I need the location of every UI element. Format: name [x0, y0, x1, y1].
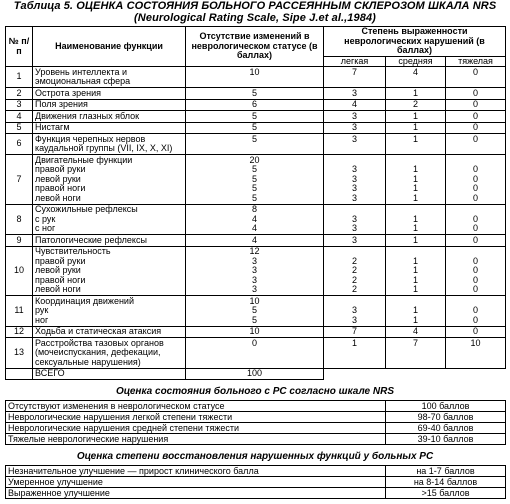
severe-score-line: 0	[473, 223, 479, 233]
severe-score-line: 0	[473, 87, 479, 98]
function-name-line: правой руки	[35, 164, 86, 174]
mild-score	[324, 246, 386, 296]
header-function: Наименование функции	[33, 27, 186, 67]
total-num-cell	[6, 368, 33, 379]
function-name	[33, 134, 186, 155]
mild-score	[324, 122, 386, 134]
function-name	[33, 122, 186, 134]
absence-score-line: 5	[251, 164, 257, 174]
recovery-value: >15 баллов	[386, 487, 506, 498]
total-empty-cell	[324, 368, 386, 379]
table-row	[6, 134, 506, 155]
severe-score-line: 0	[473, 192, 479, 203]
absence-score-line: 5	[251, 183, 257, 193]
table-row	[6, 326, 506, 338]
moderate-score	[386, 296, 446, 327]
mild-score	[324, 111, 386, 123]
severe-score-line: 0	[473, 305, 479, 315]
interpretation-label: Тяжелые неврологические нарушения	[6, 433, 386, 444]
mild-score-line: 1	[351, 337, 357, 348]
mild-score-line: 3	[351, 314, 357, 325]
nrs-interpretation-body	[6, 400, 506, 444]
recovery-row	[6, 487, 506, 498]
row-number: 7	[6, 155, 33, 205]
row-number: 8	[6, 204, 33, 235]
severe-score	[446, 246, 506, 296]
severe-score-line: 0	[473, 274, 479, 285]
moderate-score-line: 1	[412, 192, 418, 203]
row-number: 4	[6, 111, 33, 123]
table-row	[6, 235, 506, 247]
nrs-table-body	[6, 67, 506, 369]
interpretation-label: Неврологические нарушения средней степени тяжести	[6, 422, 386, 433]
mild-score	[324, 67, 386, 88]
recovery-body	[6, 465, 506, 498]
function-name	[33, 88, 186, 100]
mild-score-line: 3	[351, 305, 357, 315]
absence-score-line: 10	[249, 66, 260, 77]
mild-score	[324, 204, 386, 235]
absence-score	[186, 246, 324, 296]
recovery-table	[5, 465, 506, 499]
moderate-score-line: 1	[412, 284, 418, 294]
severe-score-line: 0	[473, 173, 479, 184]
absence-score-line: 5	[251, 192, 257, 203]
severe-score-line: 0	[473, 326, 479, 336]
nrs-table	[5, 26, 506, 380]
function-name-line: сексуальные нарушения)	[35, 356, 141, 367]
function-name-line: правой ноги	[35, 183, 86, 193]
severe-score	[446, 88, 506, 100]
recovery-value: на 8-14 баллов	[386, 476, 506, 487]
severe-score	[446, 326, 506, 338]
interpretation-value: 39-10 баллов	[386, 433, 506, 444]
absence-score-line: 5	[251, 122, 257, 132]
row-number: 10	[6, 246, 33, 296]
severe-score	[446, 155, 506, 205]
mild-score-line: 3	[351, 213, 357, 224]
row-number: 3	[6, 99, 33, 111]
row-number: 6	[6, 134, 33, 155]
recovery-label: Выраженное улучшение	[6, 487, 386, 498]
interpretation-row	[6, 433, 506, 444]
header-severity: Степень выраженности неврологических нарушений (в баллах)	[324, 27, 506, 57]
moderate-score-line: 1	[412, 213, 418, 224]
function-name-line: Уровень интеллекта и	[35, 66, 127, 77]
severe-score-line: 0	[473, 213, 479, 224]
total-empty-cell	[386, 368, 446, 379]
moderate-score	[386, 99, 446, 111]
mild-score	[324, 134, 386, 155]
function-name-line: Нистагм	[35, 122, 70, 132]
function-name	[33, 155, 186, 205]
mild-score-line: 3	[351, 173, 357, 184]
mild-score-line: 7	[351, 326, 357, 336]
mild-score-line: 3	[351, 164, 357, 174]
absence-score	[186, 296, 324, 327]
moderate-score-line: 1	[412, 173, 418, 184]
function-name-line: (мочеиспускания, дефекации,	[35, 347, 161, 357]
function-name-line: Поля зрения	[35, 99, 88, 109]
total-empty-cell	[446, 368, 506, 379]
interpretation-row	[6, 422, 506, 433]
mild-score	[324, 296, 386, 327]
function-name-line: Координация движений	[35, 295, 134, 306]
moderate-score-line: 1	[412, 274, 418, 285]
severe-score	[446, 296, 506, 327]
mild-score-line: 2	[351, 274, 357, 285]
mild-score-line: 3	[351, 122, 357, 132]
absence-score-line: 8	[251, 204, 257, 214]
row-number: 5	[6, 122, 33, 134]
title-line-1: Таблица 5. ОЦЕНКА СОСТОЯНИЯ БОЛЬНОГО РАССЕЯННЫМ СКЛЕРОЗОМ ШКАЛА NRS	[13, 0, 497, 12]
severe-score-line: 0	[473, 284, 479, 294]
absence-score-line: 4	[251, 234, 257, 245]
absence-score	[186, 134, 324, 155]
interpretation-label: Отсутствуют изменения в неврологическом статусе	[6, 400, 386, 411]
row-number: 1	[6, 67, 33, 88]
interpretation-label: Неврологические нарушения легкой степени тяжести	[6, 411, 386, 422]
severe-score-line: 0	[473, 314, 479, 325]
mild-score-line: 3	[351, 87, 357, 98]
row-number: 11	[6, 296, 33, 327]
mild-score-line: 7	[351, 66, 357, 77]
function-name-line: левой ноги	[35, 284, 81, 294]
function-name-line: левой руки	[35, 173, 81, 184]
row-number: 13	[6, 338, 33, 369]
absence-score-line: 5	[251, 305, 257, 315]
absence-score-line: 12	[249, 246, 260, 256]
function-name-line: каудальной группы (VII, IX, X, XI)	[35, 143, 173, 153]
moderate-score-line: 1	[412, 314, 418, 325]
function-name-line: Расстройства тазовых органов	[35, 337, 164, 348]
mild-score-line: 4	[351, 99, 357, 109]
table-title	[5, 0, 505, 24]
moderate-score-line: 1	[412, 87, 418, 98]
function-name-line: левой руки	[35, 265, 81, 275]
table-row	[6, 122, 506, 134]
section3-title: Оценка степени восстановления нарушенных функций у больных РС	[76, 450, 434, 462]
absence-score-line: 5	[251, 110, 257, 121]
total-label: ВСЕГО	[33, 368, 186, 379]
function-name	[33, 338, 186, 369]
severe-score-line: 0	[473, 122, 479, 132]
absence-score	[186, 155, 324, 205]
moderate-score	[386, 155, 446, 205]
nrs-interpretation-table	[5, 400, 506, 445]
moderate-score	[386, 67, 446, 88]
mild-score-line: 3	[351, 110, 357, 121]
interpretation-value: 69-40 баллов	[386, 422, 506, 433]
absence-score	[186, 88, 324, 100]
function-name-line: Функция черепных нервов	[35, 133, 146, 144]
function-name	[33, 326, 186, 338]
function-name-line: Патологические рефлексы	[35, 234, 147, 245]
recovery-value: на 1-7 баллов	[386, 465, 506, 476]
title-line-2: (Neurological Rating Scale, Sipe J.et al.,1984)	[134, 12, 376, 24]
absence-score-line: 10	[249, 326, 260, 336]
absence-score-line: 3	[251, 265, 257, 275]
mild-score-line: 3	[351, 183, 357, 193]
absence-score	[186, 326, 324, 338]
function-name	[33, 99, 186, 111]
table-row	[6, 67, 506, 88]
severe-score	[446, 122, 506, 134]
severe-score-line: 0	[473, 110, 479, 121]
function-name	[33, 246, 186, 296]
header-absence: Отсутствие изменений в неврологическом статусе (в баллах)	[186, 27, 324, 67]
moderate-score-line: 1	[412, 164, 418, 174]
absence-score-line: 3	[251, 284, 257, 294]
header-mild: легкая	[324, 56, 386, 67]
moderate-score-line: 1	[412, 110, 418, 121]
function-name	[33, 67, 186, 88]
severe-score-line: 0	[473, 164, 479, 174]
function-name	[33, 111, 186, 123]
absence-score	[186, 204, 324, 235]
moderate-score-line: 1	[412, 255, 418, 266]
absence-score	[186, 235, 324, 247]
mild-score-line: 2	[351, 284, 357, 294]
severe-score	[446, 111, 506, 123]
absence-score	[186, 122, 324, 134]
severe-score-line: 0	[473, 255, 479, 266]
severe-score	[446, 99, 506, 111]
absence-score-line: 0	[251, 337, 257, 348]
absence-score-line: 3	[251, 255, 257, 266]
moderate-score-line: 1	[412, 122, 418, 132]
absence-score	[186, 338, 324, 369]
moderate-score-line: 7	[412, 337, 418, 348]
severe-score	[446, 67, 506, 88]
severe-score	[446, 338, 506, 369]
severe-score-line: 0	[473, 99, 479, 109]
absence-score-line: 5	[251, 314, 257, 325]
moderate-score-line: 1	[412, 223, 418, 233]
recovery-label: Умеренное улучшение	[6, 476, 386, 487]
recovery-label: Незначительное улучшение — прирост клинического балла	[6, 465, 386, 476]
moderate-score	[386, 88, 446, 100]
table-row	[6, 111, 506, 123]
moderate-score	[386, 326, 446, 338]
moderate-score-line: 1	[412, 133, 418, 144]
moderate-score-line: 1	[412, 234, 418, 245]
function-name	[33, 296, 186, 327]
severe-score-line: 0	[473, 133, 479, 144]
severe-score-line: 0	[473, 234, 479, 245]
moderate-score-line: 1	[412, 265, 418, 275]
absence-score-line: 5	[251, 87, 257, 98]
interpretation-row	[6, 411, 506, 422]
function-name-line: Движения глазных яблок	[35, 110, 140, 121]
mild-score	[324, 88, 386, 100]
mild-score-line: 2	[351, 265, 357, 275]
absence-score-line: 20	[249, 154, 260, 165]
severe-score	[446, 204, 506, 235]
absence-score-line: 4	[251, 223, 257, 233]
header-severe: тяжелая	[446, 56, 506, 67]
row-number: 9	[6, 235, 33, 247]
moderate-score	[386, 111, 446, 123]
absence-score-line: 4	[251, 213, 257, 224]
function-name-line: с рук	[35, 213, 56, 224]
recovery-row	[6, 476, 506, 487]
table-row	[6, 88, 506, 100]
table-row	[6, 296, 506, 327]
function-name-line: Сухожильные рефлексы	[35, 204, 138, 214]
total-value: 100	[186, 368, 324, 379]
function-name-line: правой ноги	[35, 274, 86, 285]
section2-title: Оценка состояния больного с РС согласно шкале NRS	[116, 385, 394, 397]
function-name-line: ног	[35, 314, 49, 325]
mild-score	[324, 155, 386, 205]
mild-score-line: 3	[351, 192, 357, 203]
absence-score-line: 3	[251, 274, 257, 285]
row-number: 12	[6, 326, 33, 338]
absence-score-line: 5	[251, 133, 257, 144]
row-number: 2	[6, 88, 33, 100]
moderate-score	[386, 338, 446, 369]
mild-score	[324, 235, 386, 247]
function-name	[33, 235, 186, 247]
interpretation-value: 100 баллов	[386, 400, 506, 411]
absence-score	[186, 99, 324, 111]
table-row	[6, 155, 506, 205]
moderate-score	[386, 122, 446, 134]
function-name-line: эмоциональная сфера	[35, 76, 131, 86]
severe-score	[446, 134, 506, 155]
moderate-score-line: 2	[412, 99, 418, 109]
header-moderate: средняя	[386, 56, 446, 67]
mild-score	[324, 99, 386, 111]
function-name-line: с ног	[35, 223, 56, 233]
moderate-score	[386, 235, 446, 247]
moderate-score	[386, 246, 446, 296]
severe-score-line: 10	[470, 337, 481, 348]
mild-score-line: 3	[351, 234, 357, 245]
interpretation-row	[6, 400, 506, 411]
function-name-line: Острота зрения	[35, 87, 101, 98]
severe-score-line: 0	[473, 265, 479, 275]
severe-score	[446, 235, 506, 247]
absence-score	[186, 67, 324, 88]
absence-score	[186, 111, 324, 123]
moderate-score	[386, 204, 446, 235]
moderate-score-line: 1	[412, 305, 418, 315]
moderate-score	[386, 134, 446, 155]
interpretation-value: 98-70 баллов	[386, 411, 506, 422]
moderate-score-line: 1	[412, 183, 418, 193]
mild-score	[324, 326, 386, 338]
function-name-line: рук	[35, 305, 49, 315]
function-name	[33, 204, 186, 235]
function-name-line: Ходьба и статическая атаксия	[35, 326, 162, 336]
function-name-line: левой ноги	[35, 192, 81, 203]
severe-score-line: 0	[473, 66, 479, 77]
recovery-row	[6, 465, 506, 476]
table-row	[6, 246, 506, 296]
severe-score-line: 0	[473, 183, 479, 193]
mild-score-line: 2	[351, 255, 357, 266]
absence-score-line: 10	[249, 295, 260, 306]
table-row	[6, 99, 506, 111]
table-row	[6, 204, 506, 235]
moderate-score-line: 4	[412, 66, 418, 77]
mild-score	[324, 338, 386, 369]
absence-score-line: 6	[251, 99, 257, 109]
moderate-score-line: 4	[412, 326, 418, 336]
function-name-line: Двигательные функции	[35, 154, 133, 165]
function-name-line: правой руки	[35, 255, 86, 266]
function-name-line: Чувствительность	[35, 246, 111, 256]
mild-score-line: 3	[351, 133, 357, 144]
absence-score-line: 5	[251, 173, 257, 184]
header-num: № п/п	[6, 27, 33, 67]
mild-score-line: 3	[351, 223, 357, 233]
table-row	[6, 338, 506, 369]
